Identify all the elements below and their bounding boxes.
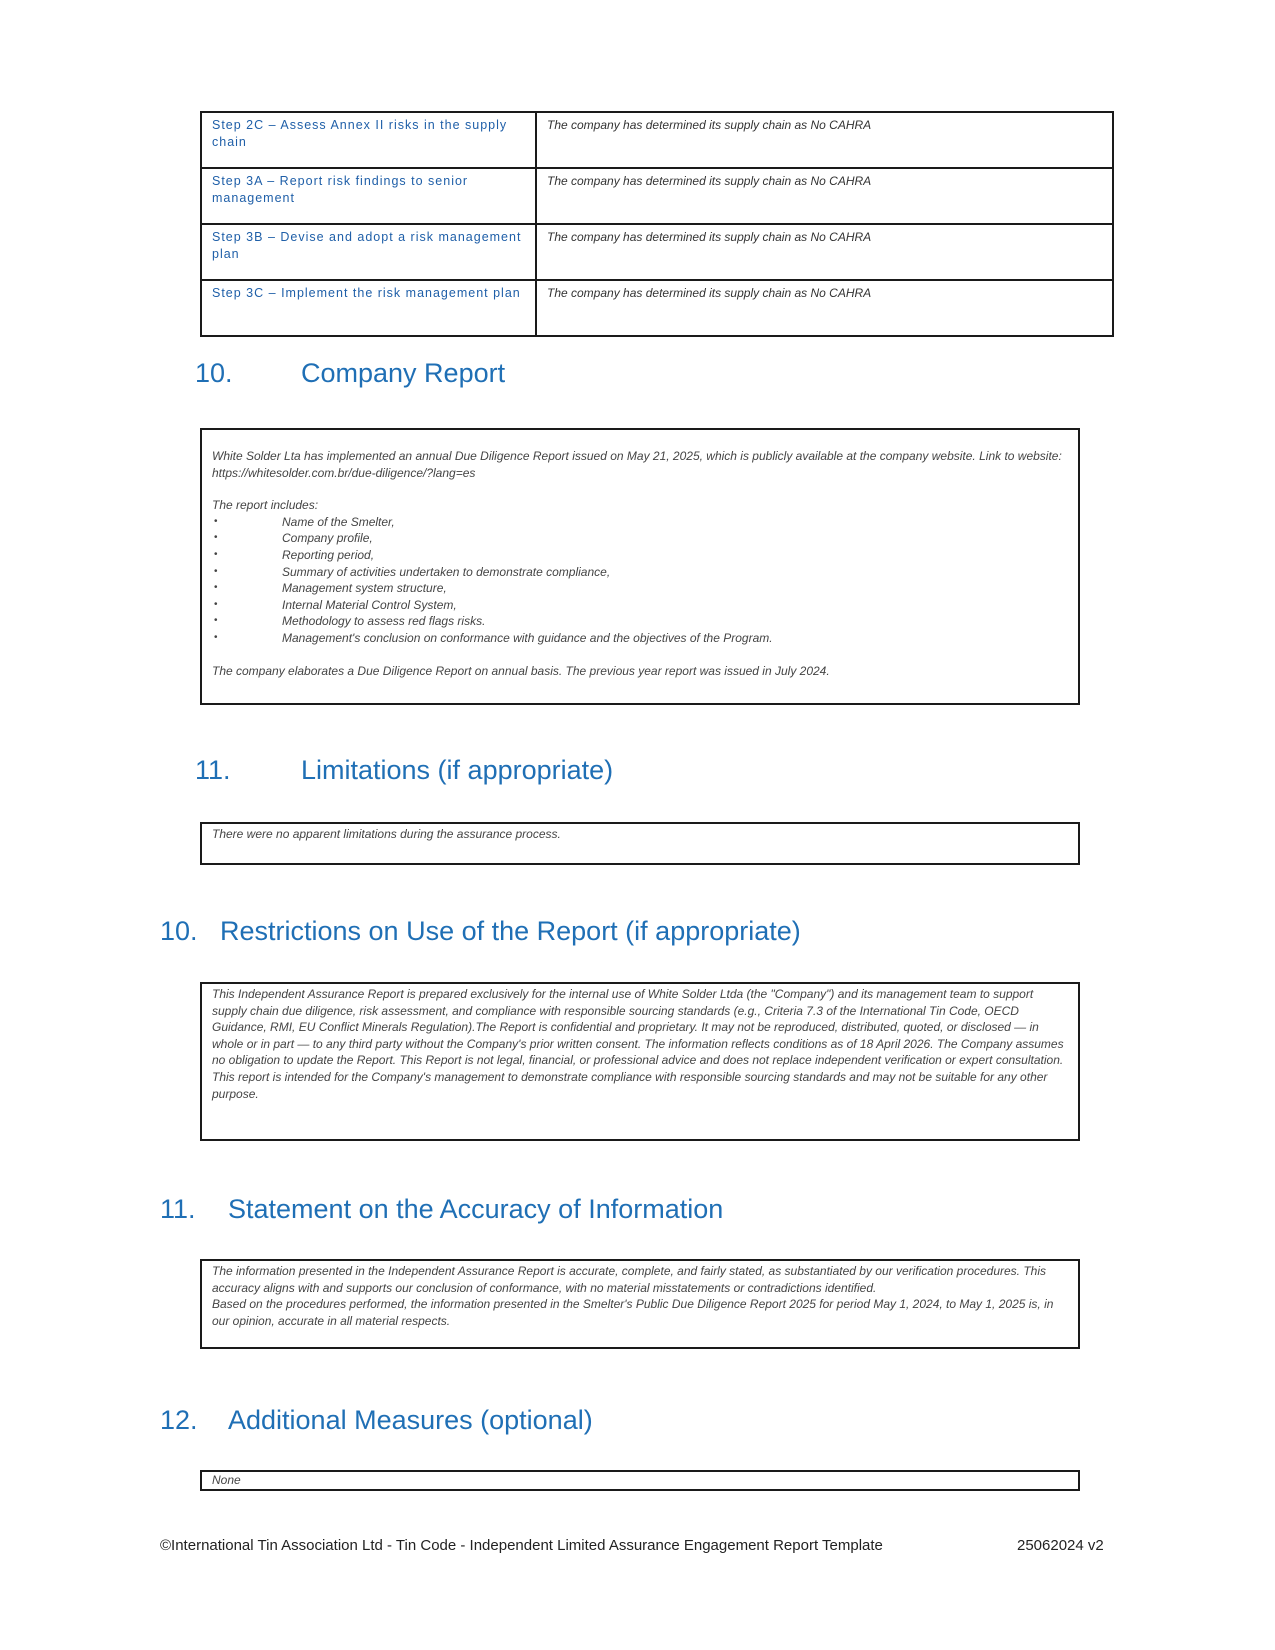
- section-heading-accuracy: [160, 1194, 860, 1230]
- step-result: The company has determined its supply chain as No CAHRA: [536, 168, 1113, 224]
- bullet-icon: •: [214, 565, 218, 577]
- table-row: [201, 224, 1113, 280]
- accuracy-box: [200, 1259, 1080, 1349]
- additional-box: [200, 1470, 1080, 1491]
- step-result: The company has determined its supply chain as No CAHRA: [536, 280, 1113, 336]
- section-title: Additional Measures (optional): [228, 1405, 593, 1435]
- section-heading-limitations: [195, 755, 695, 791]
- accuracy-paragraph: The information presented in the Independent Assurance Report is accurate, complete, and fairly stated, as substantiated by our verification procedures. This accuracy aligns with and supports our conclusion of conformance, with no material misstatements or contradictions identified.: [212, 1264, 1047, 1295]
- list-item: • Internal Material Control System,: [214, 597, 457, 612]
- limitations-text: There were no apparent limitations during the assurance process.: [212, 827, 561, 841]
- company-report-list: [212, 514, 1068, 647]
- section-title: Statement on the Accuracy of Information: [228, 1194, 724, 1224]
- section-heading-company-report: [195, 358, 695, 394]
- step-label: Step 2C – Assess Annex II risks in the supply chain: [201, 112, 536, 168]
- restrictions-box: [200, 982, 1080, 1141]
- list-item: • Methodology to assess red flags risks.: [214, 614, 486, 629]
- restrictions-paragraph: This report is intended for the Company's management to demonstrate compliance with responsible sourcing standards and may not be suitable for any other purpose.: [212, 1069, 1048, 1101]
- bullet-icon: •: [214, 582, 218, 594]
- list-item: • Management system structure,: [214, 581, 447, 596]
- step-result: The company has determined its supply chain as No CAHRA: [536, 112, 1113, 168]
- bullet-icon: •: [214, 598, 218, 610]
- footer-version: 25062024 v2: [1017, 1537, 1104, 1554]
- bullet-icon: •: [214, 615, 218, 627]
- company-report-intro: White Solder Lta has implemented an annual Due Diligence Report issued on May 21, 2025, which is publicly available at the company website. Link to website: https://whitesolder.com.br/due-diligence/?lang=es: [212, 449, 1062, 480]
- table-row: [201, 280, 1113, 336]
- list-item: • Management's conclusion on conformance with guidance and the objectives of the Program.: [214, 630, 773, 645]
- step-result: The company has determined its supply chain as No CAHRA: [536, 224, 1113, 280]
- section-number: 12.: [160, 1405, 198, 1435]
- section-title: Company Report: [301, 358, 506, 388]
- list-item: • Name of the Smelter,: [214, 514, 395, 529]
- bullet-icon: •: [214, 548, 218, 560]
- section-number: 10.: [195, 358, 233, 388]
- footer-copyright: ©International Tin Association Ltd - Tin Code - Independent Limited Assurance Engagement Report Template: [160, 1537, 883, 1554]
- section-title: Restrictions on Use of the Report (if appropriate): [220, 916, 801, 946]
- accuracy-paragraph: Based on the procedures performed, the information presented in the Smelter's Public Due Diligence Report 2025 for period May 1, 2024, to May 1, 2025 is, in our opinion, accurate in all material respects.: [212, 1297, 1054, 1328]
- table-row: [201, 168, 1113, 224]
- table-row: [201, 112, 1113, 168]
- company-report-includes-label: The report includes:: [212, 498, 319, 513]
- section-heading-additional: [160, 1405, 860, 1441]
- limitations-box: [200, 822, 1080, 865]
- company-report-box: [200, 428, 1080, 705]
- list-item: • Company profile,: [214, 531, 373, 546]
- restrictions-paragraph: This Independent Assurance Report is prepared exclusively for the internal use of White Solder Ltda (the "Company") and its management team to support supply chain due diligence, risk assessment, and compliance with responsible sourcing standards (e.g., Criteria 7.3 of the International Tin Code, OECD Guidance, RMI, EU Conflict Minerals Regulation).The Report is confidential and proprietary. It may not be reproduced, distributed, quoted, or disclosed — in whole or in part — to any third party without the Company's prior written consent. The information reflects conditions as of 18 April 2026. The Company assumes no obligation to update the Report. This Report is not legal, financial, or professional advice and does not replace independent verification or expert consultation.: [212, 987, 1064, 1068]
- section-heading-restrictions: [160, 916, 860, 952]
- section-number: 11.: [195, 755, 231, 785]
- bullet-icon: •: [214, 631, 218, 643]
- section-title: Limitations (if appropriate): [301, 755, 614, 785]
- additional-text: None: [212, 1473, 241, 1487]
- list-item: • Summary of activities undertaken to demonstrate compliance,: [214, 564, 611, 579]
- section-number: 11.: [160, 1194, 196, 1224]
- steps-table: [200, 111, 1114, 337]
- list-item: • Reporting period,: [214, 547, 375, 562]
- section-number: 10.: [160, 916, 198, 946]
- bullet-icon: •: [214, 532, 218, 544]
- step-label: Step 3B – Devise and adopt a risk management plan: [201, 224, 536, 280]
- bullet-icon: •: [214, 515, 218, 527]
- step-label: Step 3C – Implement the risk management plan: [201, 280, 536, 336]
- step-label: Step 3A – Report risk findings to senior management: [201, 168, 536, 224]
- company-report-closing: The company elaborates a Due Diligence Report on annual basis. The previous year report was issued in July 2024.: [212, 663, 830, 678]
